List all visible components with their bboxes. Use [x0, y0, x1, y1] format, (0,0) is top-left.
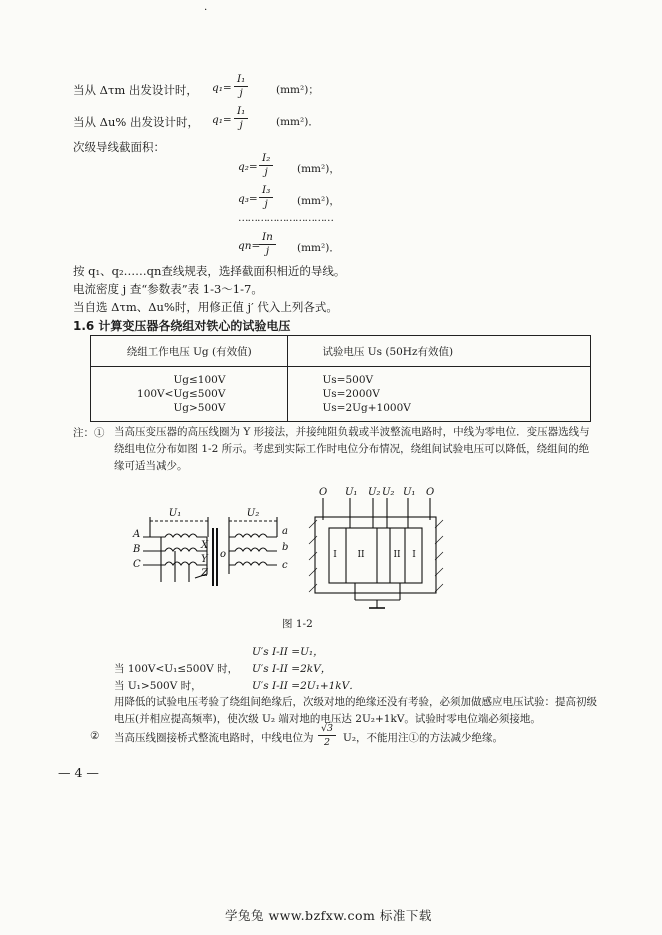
terminal-c: C — [133, 559, 141, 570]
top-label: O — [319, 487, 328, 498]
eq3-lhs: q₃= — [238, 193, 258, 205]
note2-frac-num: √3 — [318, 722, 336, 736]
eq2-unit: (mm²)， — [297, 163, 340, 175]
page-number: — 4 — — [58, 765, 99, 780]
para-lookup: 按 q₁、q₂……qn查线规表，选择截面积相近的导线。 — [73, 264, 346, 278]
secondary-terminal-b: b — [282, 542, 289, 553]
induced-voltage-test-paragraph: 用降低的试验电压考验了绕组间绝缘后，次级对地的绝缘还没有考验，必须加做感应电压试验：提高初级电压(并相应提高频率)，使次级 U₂ 端对地的电压达 2U₂+1kV。试验时零电位端必须接地。 — [114, 696, 597, 725]
top-label: O — [426, 487, 435, 498]
table-header-working-voltage: 绕组工作电压 Ug (有效值) — [91, 336, 288, 367]
table-cell: Ug≤100V — [91, 367, 288, 388]
formula-2: U′s I-II =2kV， — [252, 663, 332, 675]
table-cell: 100V<Ug≤500V — [91, 387, 288, 401]
note2-text-before: 当高压线圈接桥式整流电路时，中线电位为 — [114, 732, 314, 744]
note1-marker: 注：① — [73, 427, 105, 439]
table-cell: Us=500V — [322, 374, 374, 386]
line1-fraction — [234, 73, 248, 100]
eqn-den: j — [265, 245, 270, 257]
terminal-a: A — [133, 529, 141, 540]
line2-lhs: q₁= — [212, 114, 232, 126]
table-cell: Us=2Ug+1000V — [322, 402, 411, 414]
eq3-fraction — [259, 184, 273, 211]
winding-label: I — [333, 550, 337, 560]
table-row — [91, 387, 591, 401]
note2-text-after: U₂，不能用注①的方法减少绝缘。 — [343, 732, 504, 744]
table-header-row — [91, 336, 591, 367]
eqn-lhs: qn= — [238, 240, 261, 252]
test-voltage-table — [90, 335, 591, 422]
table-cell: Us=2000V — [322, 388, 380, 400]
line1-lhs: q₁= — [212, 82, 232, 94]
line2-fraction — [234, 105, 248, 132]
para-correction: 当自选 Δτm、Δu%时，用修正值 j′ 代入上列各式。 — [73, 300, 338, 314]
top-label: U₁ — [403, 487, 416, 498]
table-header-test-voltage: 试验电压 Us (50Hz有效值) — [288, 336, 591, 367]
table-row — [91, 367, 591, 388]
secondary-terminal-a: a — [282, 526, 288, 537]
secondary-coils — [229, 534, 277, 565]
eq2-lhs: q₂= — [238, 161, 258, 173]
star-point-y: Y — [201, 554, 208, 565]
formula-1: U′s I-II =U₁， — [252, 646, 324, 658]
design-line2-prefix: 当从 Δu% 出发设计时， — [73, 115, 199, 129]
formula-2-condition: 当 100V<U₁≤500V 时， — [114, 663, 239, 675]
eq2-den: j — [264, 166, 268, 178]
terminal-b: B — [133, 544, 141, 555]
ellipsis-row: ………………………… — [238, 212, 333, 224]
secondary-voltage-label: U₂ — [246, 508, 260, 519]
line2-num: I₁ — [234, 105, 248, 119]
eq3-unit: (mm²)， — [297, 195, 340, 207]
top-label: U₁ — [345, 487, 358, 498]
line1-den: j — [239, 87, 243, 99]
note2-frac-den: 2 — [324, 737, 331, 748]
neutral-label: o — [220, 549, 227, 560]
eq2-num: I₂ — [259, 152, 273, 166]
section-title: 1.6 计算变压器各绕组对铁心的试验电压 — [73, 319, 291, 333]
secondary-label: 次级导线截面积： — [73, 140, 165, 154]
scan-dot: · — [204, 4, 208, 16]
line2-den: j — [239, 119, 243, 131]
para-current-density: 电流密度 j 查“参数表”表 1-3～1-7。 — [73, 282, 263, 296]
note2-fraction — [318, 722, 336, 749]
figure-1-2 — [125, 482, 455, 632]
eq3-den: j — [264, 198, 268, 210]
line1-unit: (mm²)； — [276, 84, 319, 96]
note2-marker: ② — [90, 730, 100, 742]
secondary-terminal-c: c — [282, 560, 288, 571]
eqn-num: In — [259, 231, 276, 245]
eq2-fraction — [259, 152, 273, 179]
star-point-x: X — [201, 540, 209, 551]
primary-coils — [143, 534, 207, 582]
note1-text: 当高压变压器的高压线圈为 Y 形接法，并接纯阻负载或半波整流电路时，中线为零电位．变压器选线与绕组电位分布如图 1-2 所示。考虑到实际工作时电位分布情况，绕组间试验电压可以降低，绕组间的绝缘可适当减少。 — [114, 426, 590, 472]
winding-label: II — [393, 550, 401, 560]
line2-unit: (mm²)． — [276, 116, 319, 128]
formula-3: U′s I-II =2U₁+1kV． — [252, 680, 360, 692]
design-line1-prefix: 当从 Δτm 出发设计时， — [73, 83, 198, 97]
formula-3-condition: 当 U₁>500V 时， — [114, 680, 202, 692]
winding-cross-section — [309, 498, 443, 608]
eqn-fraction — [259, 231, 276, 258]
table-cell: Ug>500V — [91, 401, 288, 422]
eq3-num: I₃ — [259, 184, 273, 198]
top-label: U₂ — [382, 487, 395, 498]
primary-voltage-label: U₁ — [168, 508, 182, 519]
star-point-z: Z — [201, 568, 208, 579]
eqn-unit: (mm²)． — [297, 242, 340, 254]
winding-label: I — [412, 550, 416, 560]
winding-label: II — [357, 550, 365, 560]
table-row — [91, 401, 591, 422]
footer-watermark: 学兔兔 www.bzfxw.com 标准下载 — [225, 908, 432, 923]
top-label: U₂ — [368, 487, 381, 498]
figure-caption: 图 1-2 — [282, 618, 313, 630]
line1-num: I₁ — [234, 73, 248, 87]
